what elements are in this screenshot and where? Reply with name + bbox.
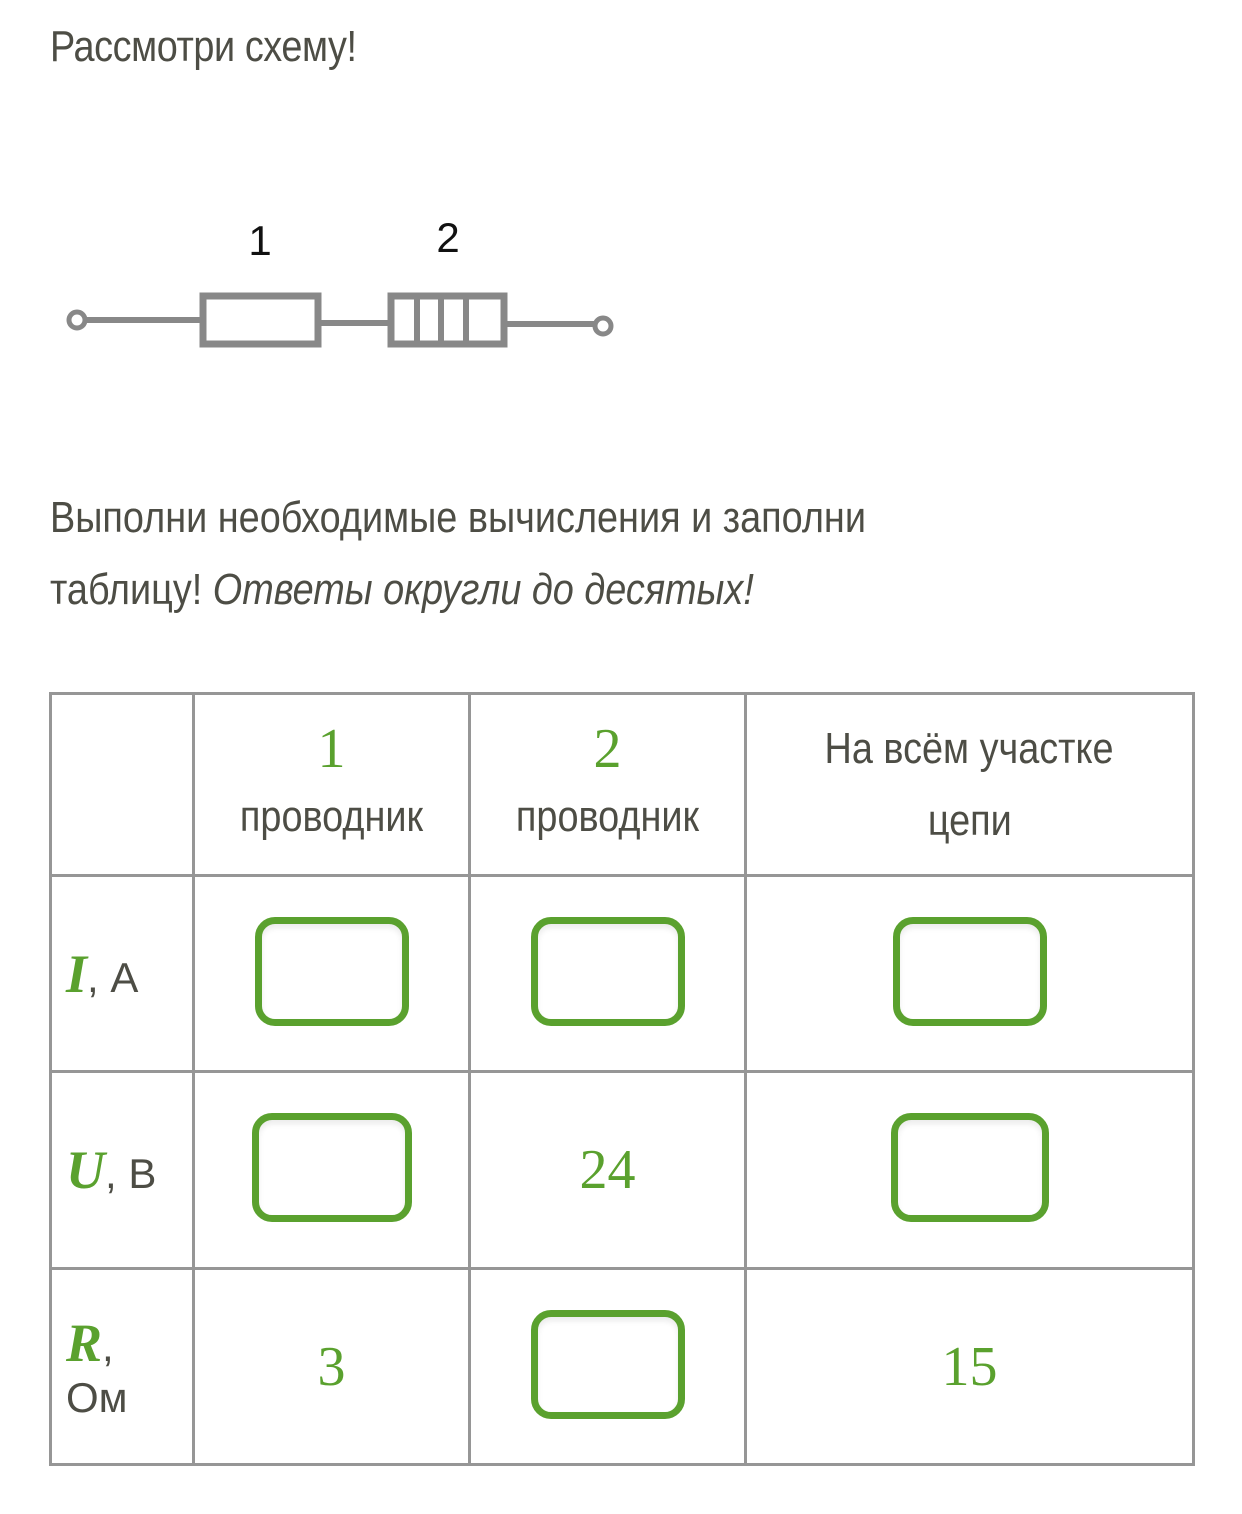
instruction-emphasis: Ответы округли до десятых!	[212, 565, 754, 614]
input-U1[interactable]	[252, 1113, 412, 1222]
header-empty	[51, 694, 194, 876]
value-U2: 24	[470, 1072, 746, 1269]
resistor-2-label: 2	[436, 214, 460, 261]
input-I-total[interactable]	[893, 917, 1047, 1026]
input-I2[interactable]	[531, 917, 685, 1026]
row-voltage	[51, 1072, 1194, 1269]
answer-table	[49, 692, 1195, 1466]
row-label-voltage: U, В	[51, 1072, 194, 1269]
value-R1: 3	[194, 1269, 470, 1465]
value-R-total: 15	[746, 1269, 1194, 1465]
resistor-2	[391, 296, 504, 344]
row-label-resistance: R, Ом	[51, 1269, 194, 1465]
input-R2[interactable]	[531, 1310, 685, 1419]
header-conductor-1: 1 проводник	[194, 694, 470, 876]
instruction-text: Выполни необходимые вычисления и заполни таблицу! Ответы округли до десятых!	[50, 493, 866, 614]
header-conductor-2: 2 проводник	[470, 694, 746, 876]
resistor-1	[203, 296, 318, 344]
row-resistance	[51, 1269, 1194, 1465]
row-current	[51, 876, 1194, 1072]
header-whole-circuit: На всём участке цепи	[746, 694, 1194, 876]
input-U-total[interactable]	[891, 1113, 1049, 1222]
row-label-current: I, А	[51, 876, 194, 1072]
resistor-1-label: 1	[248, 217, 272, 264]
circuit-diagram	[55, 200, 635, 370]
input-I1[interactable]	[255, 917, 409, 1026]
header-row	[51, 694, 1194, 876]
intro-text: Рассмотри схему!	[50, 22, 357, 71]
